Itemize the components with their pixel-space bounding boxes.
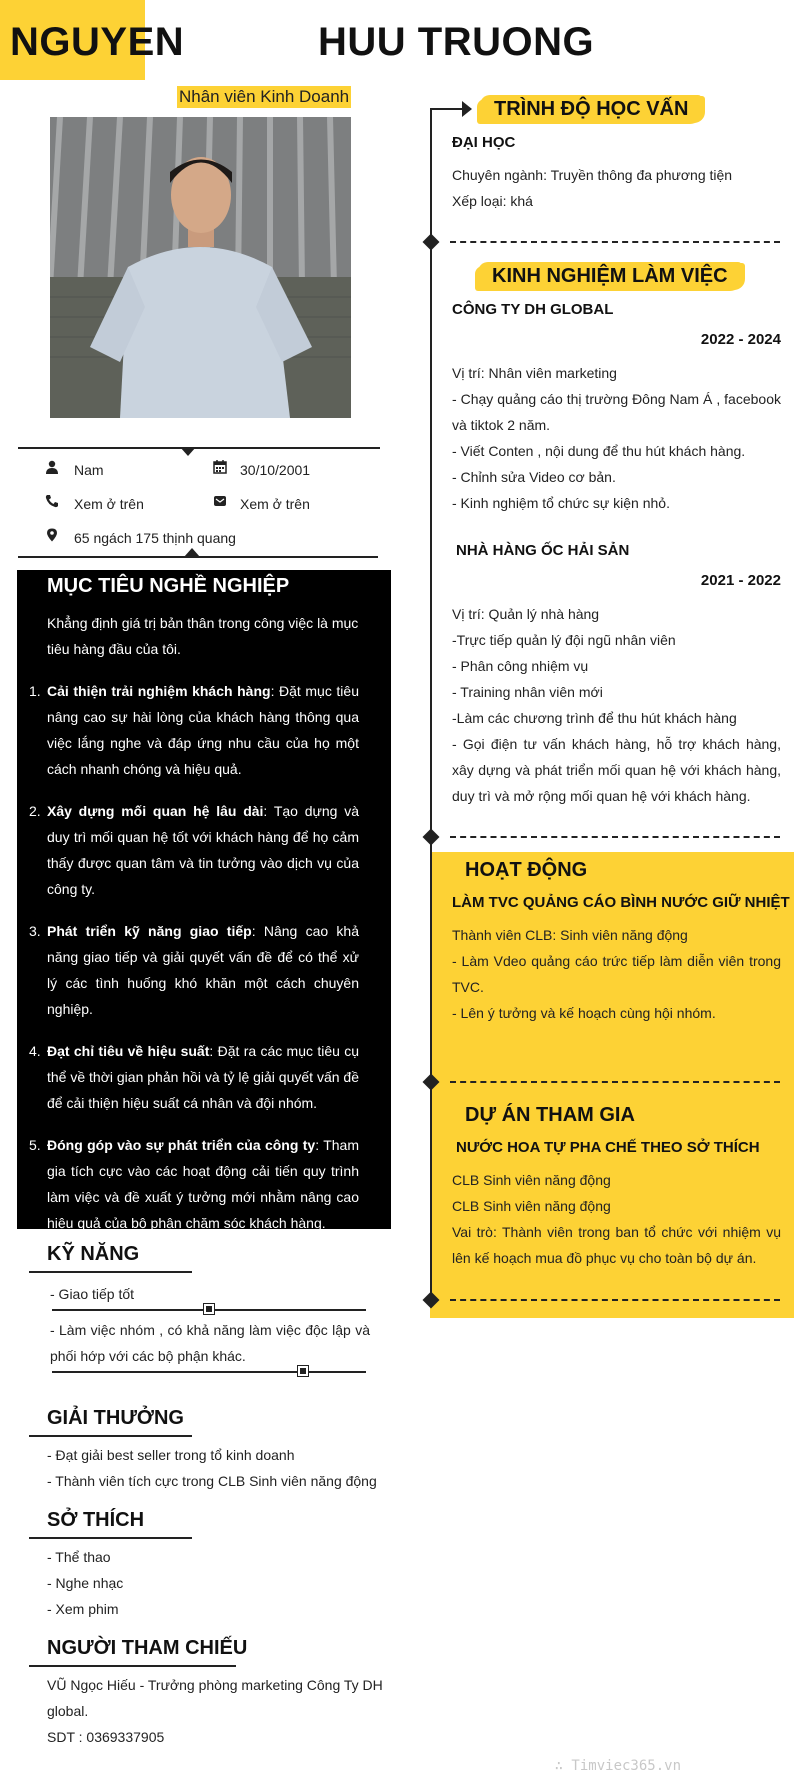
activity-details: Thành viên CLB: Sinh viên năng động - Làm Vdeo quảng cáo trức tiếp làm diễn viên trong TVC. - Lên ý tưởng và kế hoạch cùng hội nhóm. bbox=[452, 927, 781, 1021]
email-icon bbox=[213, 494, 229, 510]
section-underline bbox=[29, 1435, 192, 1437]
birthday-value: 30/10/2001 bbox=[240, 462, 311, 478]
list-item: 5. Đóng góp vào sự phát triển của công ty: Tham gia tích cực vào các hoạt động cải tiến quy trình làm việc và đề xuất ý tưởng mới nhằm nâng cao hiệu quả của bộ phận chăm sóc khách hàng. bbox=[29, 1137, 359, 1231]
timeline-arrow-icon bbox=[462, 101, 472, 117]
hobby-item: - Thể thao bbox=[47, 1549, 111, 1565]
education-rank: Xếp loại: khá bbox=[452, 193, 533, 209]
phone-value: Xem ở trên bbox=[74, 496, 144, 512]
awards-title: GIẢI THƯỞNG bbox=[47, 1407, 184, 1429]
section-title: MỤC TIÊU NGHỀ NGHIỆP bbox=[47, 575, 290, 597]
section-divider bbox=[450, 1299, 780, 1301]
experience-title: KINH NGHIỆM LÀM VIỆC bbox=[478, 262, 742, 291]
projects-title: DỰ ÁN THAM GIA bbox=[465, 1104, 635, 1126]
contact-divider-bottom bbox=[18, 556, 378, 558]
section-divider bbox=[450, 836, 780, 838]
activity-name: LÀM TVC QUẢNG CÁO BÌNH NƯỚC GIỮ NHIỆT bbox=[452, 894, 790, 911]
section-underline bbox=[29, 1271, 192, 1273]
list-item: 2. Xây dựng mối quan hệ lâu dài: Tạo dựng và duy trì mối quan hệ tốt với khách hàng để họ cảm thấy được quan tâm và tin tưởng vào dịch vụ của công ty. bbox=[29, 803, 359, 897]
phone-icon bbox=[45, 494, 61, 510]
job-title: Nhân viên Kinh Doanh bbox=[179, 87, 350, 106]
skill-level-marker bbox=[298, 1366, 308, 1376]
reference-name: VŨ Ngọc Hiếu - Trưởng phòng marketing Công Ty DH global. bbox=[47, 1677, 383, 1719]
skill-item: - Giao tiếp tốt bbox=[50, 1286, 135, 1302]
first-name: NGUYEN bbox=[10, 20, 185, 64]
contact-divider-top bbox=[18, 447, 380, 449]
timeline-line bbox=[430, 110, 432, 1302]
section-divider bbox=[450, 241, 780, 243]
timeline-node bbox=[423, 829, 440, 846]
list-item: 4. Đạt chỉ tiêu về hiệu suất: Đặt ra các mục tiêu cụ thể về thời gian phản hồi và tỷ lệ giải quyết vấn đề để cải thiện hiệu suất cá nhân và đội nhóm. bbox=[29, 1043, 359, 1111]
user-icon bbox=[45, 460, 61, 476]
email-value: Xem ở trên bbox=[240, 496, 310, 512]
section-underline bbox=[29, 1665, 236, 1667]
objective-intro: Khẳng định giá trị bản thân trong công việc là mục tiêu hàng đầu của tôi. bbox=[47, 615, 359, 657]
reference-phone: SDT : 0369337905 bbox=[47, 1729, 165, 1745]
profile-photo bbox=[50, 117, 351, 418]
list-item: 1. Cải thiện trải nghiệm khách hàng: Đặt mục tiêu nâng cao sự hài lòng của khách hàng thông qua việc lắng nghe và đáp ứng nhu cầu của họ một cách nhanh chóng và hiệu quả. bbox=[29, 683, 359, 777]
address-value: 65 ngách 175 thịnh quang bbox=[74, 530, 236, 546]
activities-title: HOẠT ĐỘNG bbox=[465, 859, 588, 881]
job-years: 2021 - 2022 bbox=[700, 572, 781, 589]
objective-list bbox=[29, 678, 360, 1252]
company-name: NHÀ HÀNG ỐC HẢI SẢN bbox=[456, 542, 630, 559]
list-item: 3. Phát triển kỹ năng giao tiếp: Nâng cao khả năng giao tiếp và giải quyết vấn đề để có thể xử lý các tình huống khó khăn một cách chuyên nghiệp. bbox=[29, 923, 360, 1017]
job-years: 2022 - 2024 bbox=[700, 331, 781, 348]
skill-bar bbox=[52, 1371, 366, 1373]
hobby-item: - Xem phim bbox=[47, 1601, 119, 1617]
last-name: HUU TRUONG bbox=[318, 20, 595, 64]
divider-arrow bbox=[180, 447, 196, 456]
education-major: Chuyên ngành: Truyền thông đa phương tiện bbox=[452, 167, 733, 183]
skill-item: - Làm việc nhóm , có khả năng làm việc độc lập và phối hớp với các bộ phận khác. bbox=[50, 1322, 370, 1364]
skill-level-marker bbox=[204, 1304, 214, 1314]
job-details: Vị trí: Quản lý nhà hàng -Trực tiếp quản lý đội ngũ nhân viên - Phân công nhiệm vụ - Training nhân viên mới -Làm các chương trình để thu hút khách hàng - Gọi điện tư vấn khách hàng, hỗ trợ khách hàng, xây dựng và phát triển mối quan hệ với khách hàng, duy trì và mở rộng mối quan hệ với khách hàng. bbox=[452, 606, 781, 804]
calendar-icon bbox=[213, 460, 229, 476]
project-details: CLB Sinh viên năng động CLB Sinh viên năng động Vai trò: Thành viên trong ban tổ chức với nhiệm vụ lên kế hoạch mua đồ phục vụ cho toàn bộ dự án. bbox=[452, 1172, 781, 1266]
job-details: Vị trí: Nhân viên marketing - Chạy quảng cáo thị trường Đông Nam Á , facebook và tiktok 2 năm. - Viết Conten , nội dung để thu hút khách hàng. - Chỉnh sửa Video cơ bản. - Kinh nghiệm tổ chức sự kiện nhỏ. bbox=[452, 365, 781, 511]
school-level: ĐẠI HỌC bbox=[452, 134, 516, 151]
project-name: NƯỚC HOA TỰ PHA CHẾ THEO SỞ THÍCH bbox=[456, 1139, 760, 1156]
watermark: ∴ Timviec365.vn bbox=[554, 1758, 681, 1774]
skills-title: KỸ NĂNG bbox=[47, 1243, 140, 1265]
career-objective-section bbox=[17, 570, 391, 1229]
references-title: NGƯỜI THAM CHIẾU bbox=[47, 1637, 248, 1659]
first-name-block bbox=[0, 0, 185, 80]
section-divider bbox=[450, 1081, 780, 1083]
gender-value: Nam bbox=[74, 462, 104, 478]
award-item: - Đạt giải best seller trong tổ kinh doanh bbox=[47, 1447, 295, 1463]
hobbies-title: SỞ THÍCH bbox=[47, 1509, 145, 1531]
timeline-node bbox=[423, 234, 440, 251]
location-icon bbox=[45, 528, 61, 544]
education-title: TRÌNH ĐỘ HỌC VẤN bbox=[480, 95, 702, 124]
award-item: - Thành viên tích cực trong CLB Sinh viên năng động bbox=[47, 1473, 377, 1489]
section-underline bbox=[29, 1537, 192, 1539]
hobby-item: - Nghe nhạc bbox=[47, 1575, 124, 1591]
timeline-arrow bbox=[430, 108, 466, 110]
company-name: CÔNG TY DH GLOBAL bbox=[452, 301, 614, 318]
